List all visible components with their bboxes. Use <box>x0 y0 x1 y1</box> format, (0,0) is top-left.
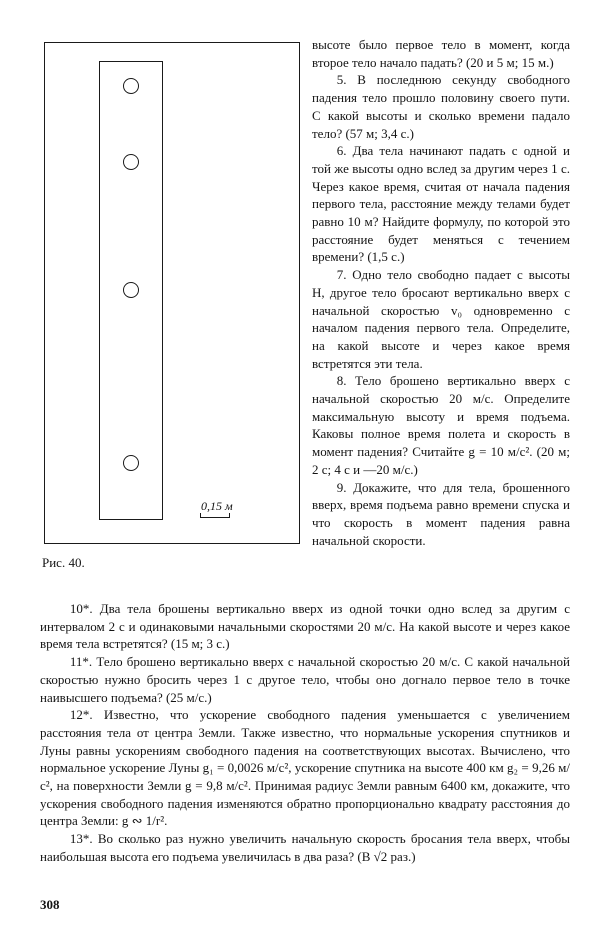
figure-40-frame <box>44 42 300 544</box>
problem-6: 6. Два тела начинают падать с одной и той же высоты одно вслед за другим через 1 с. Через какое время, считая от начала падения первого тела, расстояние между телами будет равно 10 м? Найдите формулу, по которой это расстояние будет меняться с течением времени? (1,5 с.) <box>312 143 570 265</box>
problem-8: 8. Тело брошено вертикально вверх с начальной скоростью 20 м/с. Определите максимальную высоту и время подъема. Каковы полное время полета и скорость в момент падения? Считайте g = 10 м/с². (20 м; 2 с; 4 с и —20 м/с.) <box>312 373 570 477</box>
problem-5: 5. В последнюю секунду свободного падения тело прошло половину своего пути. С какой высоты и сколько времени падало тело? (57 м; 3,4 с.) <box>312 72 570 141</box>
strip-hole <box>123 455 139 471</box>
full-width-text <box>40 600 570 866</box>
problem-10: 10*. Два тела брошены вертикально вверх из одной точки одно вслед за другим с интервалом 2 с и одинаковыми начальными скоростями 20 м/с. На какой высоте и через какое время тела встретятся? (15 м; 3 с.) <box>40 601 570 652</box>
right-column-text <box>312 36 570 549</box>
scale-bracket <box>200 513 230 518</box>
scale-label: 0,15 м <box>201 499 233 513</box>
strip-hole <box>123 282 139 298</box>
scale-bar <box>197 499 247 521</box>
problem-9: 9. Докажите, что для тела, брошенного вверх, время подъема равно времени спуска и что скорость в момент падения равна начальной скорости. <box>312 479 570 548</box>
strip-hole <box>123 78 139 94</box>
figure-caption: Рис. 40. <box>42 555 85 570</box>
page-number: 308 <box>40 897 60 912</box>
problem-12: 12*. Известно, что ускорение свободного падения уменьшается с увеличением расстояния тела от центра Земли. Также известно, что нормальные ускорения спутников и Луны равны ускорениям свободного падения на соответствующих высотах. Вычислено, что нормальное ускорение Луны g₁ = 0,0026 м/с², ускорение спутника на высоте 400 км g₂ = 9,26 м/с², на поверхности Земли g = 9,8 м/с². Принимая радиус Земли равным 6400 км, докажите, что ускорения свободного падения изменяются обратно пропорционально квадрату расстояния до центра Земли: g ∾ 1/r². <box>40 707 570 829</box>
problem-7: 7. Одно тело свободно падает с высоты H, другое тело бросают вертикально вверх с начальной скоростью v₀ одновременно с началом падения первого тела. Определите, на какой высоте и через какое время встретятся эти тела. <box>312 267 570 371</box>
problem-13: 13*. Во сколько раз нужно увеличить начальную скорость бросания тела вверх, чтобы наибольшая высота его подъема увеличилась в два раза? (В √2 раз.) <box>40 831 570 864</box>
problem-11: 11*. Тело брошено вертикально вверх с начальной скоростью 20 м/с. С какой начальной скоростью нужно бросить через 1 с другое тело, чтобы оно догнало первое тело в точке наивысшего подъема? (25 м/с.) <box>40 654 570 705</box>
strip-hole <box>123 154 139 170</box>
paragraph-4-continued: высоте было первое тело в момент, когда второе тело начало падать? (20 и 5 м; 15 м.) <box>312 37 570 70</box>
